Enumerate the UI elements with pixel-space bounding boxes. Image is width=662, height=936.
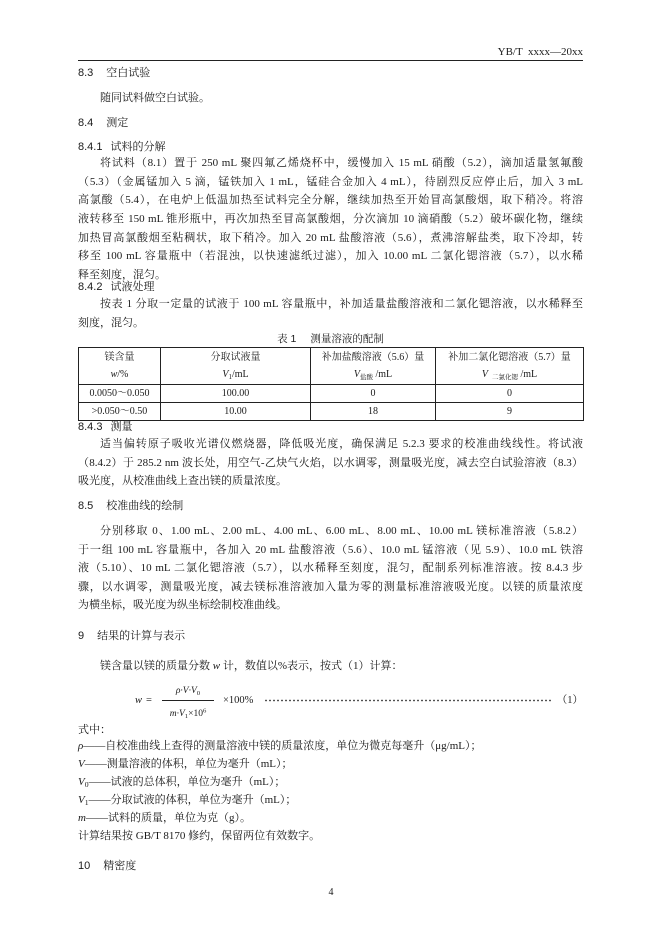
formula-lhs xyxy=(135,694,152,708)
paragraph-8-4-1 xyxy=(78,154,583,285)
col-symbol xyxy=(161,366,310,383)
definition-rho xyxy=(78,737,583,755)
heading-title: 测定 xyxy=(106,117,129,129)
table-cell: 0 xyxy=(311,385,436,403)
table-cell: 0.0050～0.050 xyxy=(79,385,161,403)
col-label: 补加二氯化锶溶液（5.7）量 xyxy=(448,352,571,363)
col-symbol xyxy=(311,366,435,383)
paragraph-line: 液转移至 150 mL 锥形瓶中，再次加热至冒高氯酸烟，分次滴加 10 滴硝酸（5.2）破坏碳化物，继续 xyxy=(78,213,583,226)
col-header-aliquot xyxy=(161,348,311,385)
heading-number: 9 xyxy=(78,630,85,642)
table-row xyxy=(79,385,584,403)
formula-factor: ×100% xyxy=(223,695,254,706)
table-row xyxy=(79,403,584,421)
paragraph-8-5 xyxy=(78,522,583,615)
page-number: 4 xyxy=(328,887,334,898)
heading-title: 空白试验 xyxy=(106,67,151,79)
heading-number: 10 xyxy=(78,860,91,872)
unit: /% xyxy=(117,369,129,380)
paragraph-line: 刻度，混匀。 xyxy=(78,316,144,329)
paragraph-line: 按表 1 分取一定量的试液于 100 mL 容量瓶中，补加适量盐酸溶液和二氯化锶溶液，以水稀释至 xyxy=(100,298,583,310)
paragraph-line: 于一组 100 mL 容量瓶中，各加入 20 mL 盐酸溶液（5.6）、10.0 mL 锰溶液（见 5.9）、10.0 mL 铁溶 xyxy=(78,543,583,556)
times-ten: ×10 xyxy=(188,709,203,719)
formula-numerator xyxy=(162,684,214,698)
formula-fraction xyxy=(162,682,214,722)
col-symbol xyxy=(79,366,160,383)
table-cell: 0 xyxy=(436,385,584,403)
col-symbol xyxy=(436,366,583,383)
table-1 xyxy=(78,347,584,421)
table-caption xyxy=(78,330,583,348)
rounding-note: 计算结果按 GB/T 8170 修约，保留两位有效数字。 xyxy=(78,830,321,842)
equation-number: （1） xyxy=(556,695,583,706)
definition-v0 xyxy=(78,773,583,791)
paragraph-line: 为横坐标，吸光度为纵坐标绘制校准曲线。 xyxy=(78,599,287,612)
paragraph-line: （8.4.2）于 285.2 nm 波长处，用空气-乙炔气火焰，以水调零，测量吸光度，减去空白试验溶液（8.3） xyxy=(78,456,583,469)
paragraph-line xyxy=(78,657,583,676)
unit: /mL xyxy=(372,369,393,380)
paragraph-line: 分别移取 0、1.00 mL、2.00 mL、4.00 mL、6.00 mL、8.00 mL、10.00 mL 镁标准溶液（5.8.2） xyxy=(100,525,583,537)
paragraph-line: 释至刻度，混匀。 xyxy=(78,269,166,282)
table-cell: 100.00 xyxy=(161,385,311,403)
heading-8-3 xyxy=(78,64,150,82)
paragraph-line: 移至 100 mL 容量瓶中（若混浊，以快速滤纸过滤），加入 10.00 mL 二氯化锶溶液（5.7），以水稀 xyxy=(78,250,583,263)
heading-title: 测量 xyxy=(110,421,133,433)
heading-8-4-3 xyxy=(78,418,132,436)
table-cell: 9 xyxy=(436,403,584,421)
definition-text: ——分取试液的体积，单位为毫升（mL）； xyxy=(88,794,297,806)
definition-text: ——试料的质量，单位为克（g）。 xyxy=(85,812,251,824)
symbol: V xyxy=(222,369,229,380)
symbol: V xyxy=(78,794,85,806)
col-label: 补加盐酸溶液（5.6）量 xyxy=(321,352,425,363)
paragraph-line: （5.3）（金属锰加入 5 滴，锰铁加入 1 mL，锰硅合金加入 4 mL），待剧烈反应停止后，加入 3 mL xyxy=(78,175,583,188)
subscript: 0 xyxy=(196,689,201,697)
heading-number: 8.5 xyxy=(78,500,94,512)
col-header-srcl2-added xyxy=(436,348,584,385)
paragraph-9-intro xyxy=(78,657,583,676)
paragraph-line: 液（5.10）、10 mL 二氯化锶溶液（5.7），以水稀释至刻度，混匀，配制系列标准溶液。按 8.4.3 步 xyxy=(78,562,583,575)
paragraph-line: 骤，以水调零，测量吸光度，减去镁标准溶液加入量为零的测量标准溶液吸光度。以镁的质量浓度 xyxy=(78,580,583,593)
table-cell: >0.050～0.50 xyxy=(79,403,161,421)
heading-number: 8.4.1 xyxy=(78,141,103,153)
table-header-row xyxy=(79,348,584,385)
definition-v xyxy=(78,755,583,773)
formula-1 xyxy=(130,682,583,722)
symbol-definitions xyxy=(78,737,583,827)
col-header-hcl-added xyxy=(311,348,436,385)
symbol: m xyxy=(78,812,86,824)
heading-9 xyxy=(78,627,185,645)
definition-text: ——自校准曲线上查得的测量溶液中镁的质量浓度，单位为微克每毫升（μg/mL）； xyxy=(83,740,482,752)
paragraph-8-4-3 xyxy=(78,435,583,491)
symbol: ρ xyxy=(78,740,84,752)
symbol: V xyxy=(353,369,360,380)
definition-m xyxy=(78,809,583,827)
where-label: 式中： xyxy=(78,724,111,736)
superscript: 6 xyxy=(202,707,207,715)
heading-title: 试料的分解 xyxy=(110,141,166,153)
definition-text: ——测量溶液的体积，单位为毫升（mL）； xyxy=(84,758,293,770)
table-number: 表 1 xyxy=(277,333,297,345)
symbol: ρ·V·V xyxy=(175,686,197,696)
heading-title: 试液处理 xyxy=(110,281,155,293)
paragraph-line: 高氯酸（5.4），在电炉上低温加热至试料完全分解，继续加热至开始冒高氯酸烟，取下稍冷。将溶 xyxy=(78,194,583,207)
unit: /mL xyxy=(231,369,249,380)
symbol: w xyxy=(110,369,118,380)
subscript: 0 xyxy=(84,780,89,790)
table-title: 测量溶液的配制 xyxy=(310,333,384,345)
subscript: 1 xyxy=(184,712,189,720)
heading-number: 8.4 xyxy=(78,117,94,129)
text: 计，数值以%表示，按式（1）计算： xyxy=(220,660,403,672)
paragraph-line: 吸光度，从校准曲线上查出镁的质量浓度。 xyxy=(78,475,287,488)
heading-number: 8.4.2 xyxy=(78,281,103,293)
symbol: V xyxy=(78,758,85,770)
symbol: m·V xyxy=(169,709,185,719)
subscript: 二氯化锶 xyxy=(491,373,518,381)
dot-leader xyxy=(264,699,553,702)
heading-8-4-2 xyxy=(78,278,154,296)
col-label: 分取试液量 xyxy=(210,352,261,363)
heading-title: 结果的计算与表示 xyxy=(97,630,186,642)
heading-10 xyxy=(78,857,136,875)
table-cell: 18 xyxy=(311,403,436,421)
paragraph-8-3 xyxy=(78,89,583,108)
heading-number: 8.3 xyxy=(78,67,94,79)
subscript: 1 xyxy=(228,372,232,381)
paragraph-line: 适当偏转原子吸收光谱仪燃烧器，降低吸光度，确保满足 5.2.3 要求的校准曲线线性。将试液 xyxy=(100,438,583,450)
subscript: 盐酸 xyxy=(359,373,373,381)
paragraph-8-4-2 xyxy=(78,295,583,332)
col-label: 镁含量 xyxy=(104,352,135,363)
symbol: V xyxy=(481,369,488,380)
paragraph-line: 将试料（8.1）置于 250 mL 聚四氟乙烯烧杯中，缓慢加入 15 mL 硝酸（5.2），滴加适量氢氟酸 xyxy=(100,157,583,169)
symbol: V xyxy=(78,776,85,788)
col-header-mg-content xyxy=(79,348,161,385)
variable-w: w xyxy=(212,660,221,672)
heading-title: 校准曲线的绘制 xyxy=(106,500,184,512)
symbol: w xyxy=(135,695,143,706)
heading-title: 精密度 xyxy=(103,860,137,872)
heading-8-5 xyxy=(78,497,183,515)
unit: /mL xyxy=(517,369,538,380)
subscript: 1 xyxy=(84,798,89,808)
equals-sign: = xyxy=(146,695,152,706)
paragraph-line: 加热冒高氯酸烟至粘稠状，取下稍冷。加入 20 mL 盐酸溶液（5.6），煮沸溶解盐类，取下冷却，转 xyxy=(78,231,583,244)
definition-v1 xyxy=(78,791,583,809)
fraction-bar xyxy=(162,700,214,701)
header-rule xyxy=(78,60,583,61)
definition-text: ——试液的总体积，单位为毫升（mL）； xyxy=(88,776,286,788)
heading-number: 8.4.3 xyxy=(78,421,103,433)
text: 镁含量以镁的质量分数 xyxy=(100,660,213,672)
table-cell: 10.00 xyxy=(161,403,311,421)
heading-8-4 xyxy=(78,114,128,132)
paragraph-line: 随同试料做空白试验。 xyxy=(100,92,210,104)
formula-denominator xyxy=(162,707,214,721)
document-code: YB/T xxxx—20xx xyxy=(497,46,583,58)
